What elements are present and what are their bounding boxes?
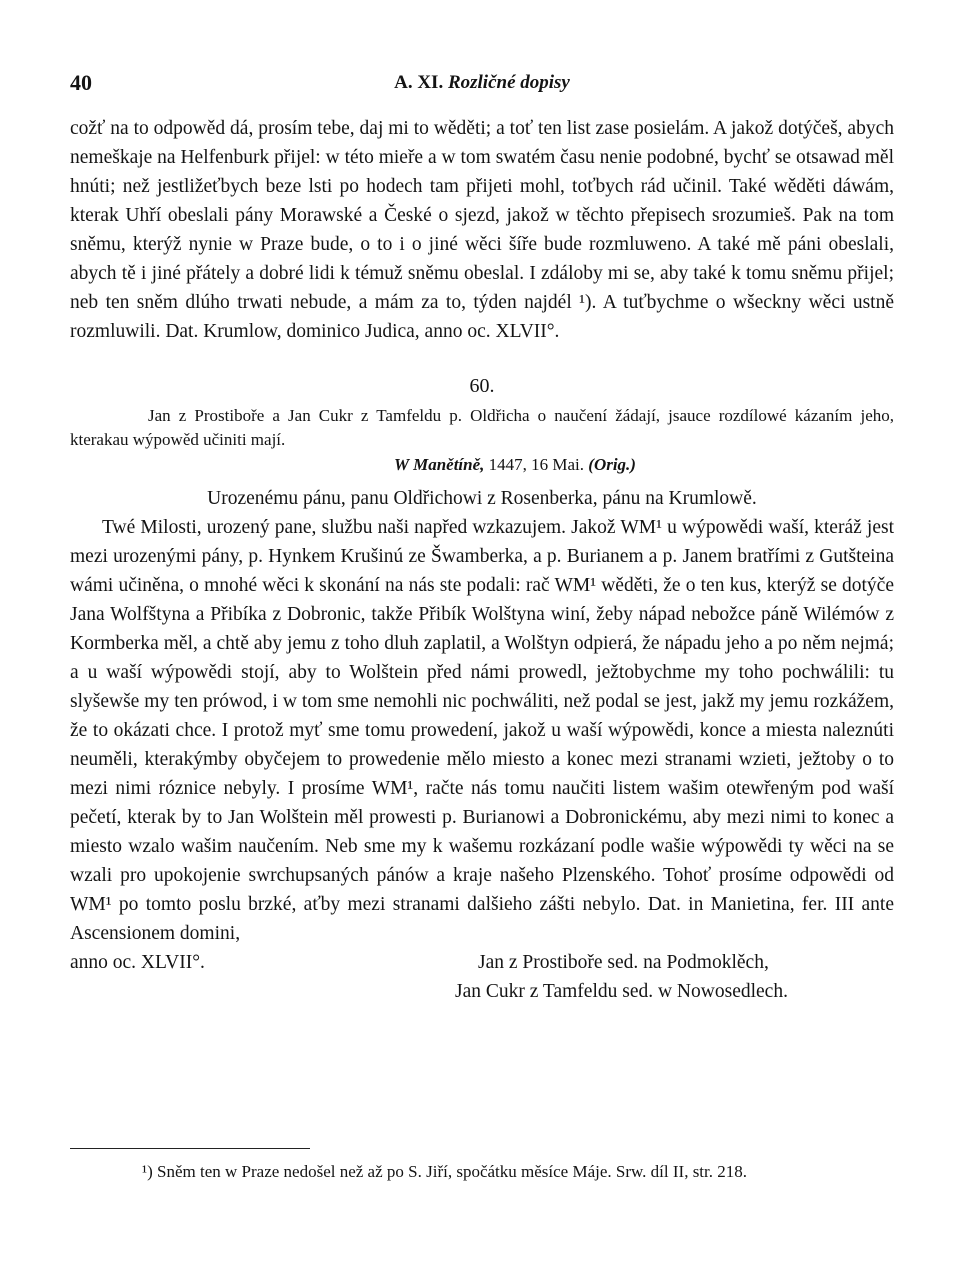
section-title: Rozličné dopisy xyxy=(447,72,570,93)
running-head xyxy=(70,72,894,94)
closing-date: anno oc. XLVII°. xyxy=(70,952,205,973)
page-number: 40 xyxy=(70,70,92,95)
dateline-date: 1447, 16 Mai. xyxy=(488,455,585,474)
signature-first: Jan z Prostiboře sed. na Podmoklěch, xyxy=(478,952,769,973)
dateline-place: W Manětíně, xyxy=(394,455,485,474)
signature-second: Jan Cukr z Tamfeldu sed. w Nowosedlech. xyxy=(455,981,788,1002)
document-regest: Jan z Prostiboře a Jan Cukr z Tamfeldu p. Oldřicha o naučení žádají, jsauce rozdílowé kázaním jeho, kterakau wýpowěd učiniti mají. xyxy=(70,406,894,449)
page-header xyxy=(70,70,894,100)
letter-body: Twé Milosti, urozený pane, službu naši napřed wzkazujem. Jakož WM¹ u wýpowědi waší, kteráž jest mezi urozenými pány, p. Hynkem Krušinú ze Šwamberka, a p. Burianem a p. Janem bratřími z Gutšteina wámi učiněna, o mnohé wěci k skonání na nás ste podali: rač WM¹ wěděti, že o ten kus, kterýž se dotýče Jana Wolfštyna a Přibíka z Dobronic, takže Přibík Wolštyna winí, žeby nápad nebožce páně Wilémów z Kormberka měl, a chtě aby jemu z toho dluh zaplatil, a Wolštyn odpierá, že nápadu jeho a po něm nejmá; a u waší wýpowědi stojí, aby to Wolštein před námi prowedl, ježtobychme my toho pochwálili: tu slyšewše my ten prówod, i w tom sme nemohli nic pochwáliti, než podal se jest, jakž my jemu rozkážem, že to okázati chce. I protož myť sme tomu prowedení, jakož u waší wýpowědi, konce a miesta naleznúti neuměli, kterakýmby obyčejem to prowedenie mělo miesto a konec mezi stranami wzieti, ježtoby o to mezi nimi róznice nebyly. I prosíme WM¹, račte nás tomu naučiti listem wašim otewřeným pod waší pečetí, kterak by to Jan Wolštein měl prowesti p. Burianowi a Dobronickému, aby mezi nimi to konec a miesto wzalo wašim naučením. Neb sme my k wašemu rozkázaní podle wašie wýpowědi ty wěci na se wzali pro upokojenie swrchupsaných pánów a kraje našeho Plzenského. Tohoť prosíme odpowědi od WM¹ po tomto poslu brzké, aťby mezi stranami dalšieho zášti nebylo. Dat. in Manietina, fer. III ante Ascensionem domini, xyxy=(70,517,894,944)
continuation-paragraph: cožť na to odpowěd dá, prosím tebe, daj mi to wěděti; a toť ten list zase posielám. A jakož dotýčeš, abych nemeškaje na Helfenburk přijel: w této mieře a w tom swatém času nenie podobné, bychť se otsawad měl hnúti; než jestližeťbych beze lsti po hodech tam přijeti mohl, toťbych rád učinil. Také wěděti dáwám, kterak Uhří obeslali pány Morawské a České o sjezd, jakož w těchto přepisech srozumieš. Pak na tom sněmu, kterýž nynie w Praze bude, o to i o jiné wěci šíře bude rozmluweno. A také mě páni obeslali, abych tě i jiné přátely a dobré lidi k témuž sněmu obeslal. I zdáloby mi se, aby také k tomu sněmu přijel; neb ten sněm dlúho trwati nebude, a mám za to, týden najdél ¹). A tuťbychme o wšeckny wěci ustně rozmluwili. Dat. Krumlow, dominico Judica, anno oc. XLVII°. xyxy=(70,118,894,342)
footnote-divider xyxy=(70,1148,310,1149)
section-label: A. XI. xyxy=(394,72,444,93)
closing-row xyxy=(70,948,894,977)
footnote-text: Sněm ten w Praze nedošel než až po S. Jiří, spočátku měsíce Máje. Srw. díl II, str. 218. xyxy=(157,1162,748,1181)
letter-address: Urozenému pánu, panu Oldřichowi z Rosenberka, pánu na Krumlowě. xyxy=(207,488,757,509)
document-dateline xyxy=(70,452,894,478)
dateline-source: (Orig.) xyxy=(588,455,636,474)
footnote xyxy=(70,1160,894,1184)
footnote-marker: ¹) xyxy=(142,1162,153,1181)
document-number: 60. xyxy=(469,375,495,397)
page-body xyxy=(70,114,894,1006)
